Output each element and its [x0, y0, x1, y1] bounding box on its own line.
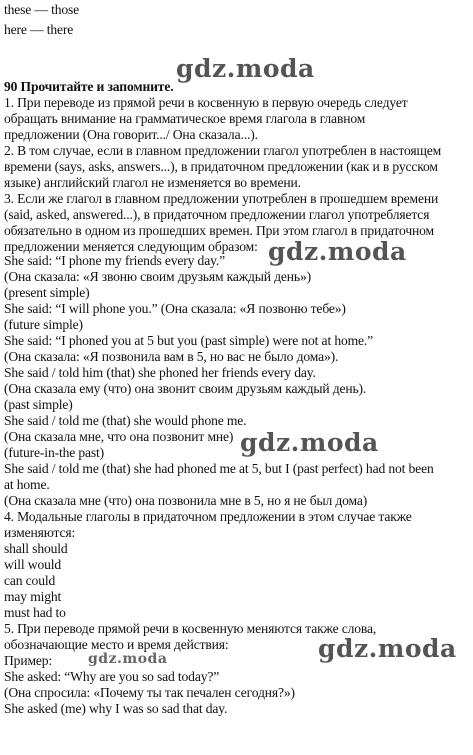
- watermark: gdz.moda: [268, 237, 407, 266]
- text-line: She asked (me) why I was so sad that day.: [4, 701, 228, 716]
- text-line: She said: “I phoned you at 5 but you (past simple) were not at home.”: [4, 333, 374, 348]
- text-line: 3. Если же глагол в главном предложении употреблен в прошедшем времени: [4, 191, 439, 206]
- text-line: can could: [4, 573, 56, 588]
- watermark: gdz.moda: [318, 634, 457, 663]
- text-line: 5. При переводе прямой речи в косвенную меняются также слова,: [4, 621, 377, 636]
- text-line: shall should: [4, 541, 68, 556]
- text-line: She said / told him (that) she phoned her friends every day.: [4, 365, 316, 380]
- text-line: must had to: [4, 605, 66, 620]
- text-line: Пример:: [4, 653, 53, 668]
- text-line: (Она сказала: «Я позвонила вам в 5, но вас не было дома»).: [4, 349, 339, 364]
- watermark: gdz.moda: [240, 428, 379, 457]
- text-line: these — those: [4, 2, 80, 17]
- text-line: времени (says, asks, answers...), в придаточном предложении (как и в русском: [4, 159, 438, 174]
- text-line: (future-in-the past): [4, 445, 105, 460]
- text-line: 4. Модальные глаголы в придаточном предложении в этом случае также: [4, 509, 412, 524]
- text-line: обязательно в одном из прошедших времен. При этом глагол в придаточном: [4, 223, 434, 238]
- text-line: will would: [4, 557, 62, 572]
- text-line: обращать внимание на грамматическое время глагола в главном: [4, 111, 366, 126]
- text-line: She asked: “Why are you so sad today?”: [4, 669, 220, 684]
- text-line: She said: “I phone my friends every day.”: [4, 253, 225, 268]
- text-line: at home.: [4, 477, 50, 492]
- text-line: (past simple): [4, 397, 73, 412]
- text-line: (Она сказала мне, что она позвонит мне): [4, 429, 234, 444]
- text-line: She said: “I will phone you.” (Она сказала: «Я позвоню тебе»): [4, 301, 346, 316]
- text-line: may might: [4, 589, 62, 604]
- watermark: gdz.moda: [88, 651, 168, 667]
- text-line: 2. В том случае, если в главном предложении глагол употреблен в настоящем: [4, 143, 442, 158]
- text-line: (Она спросила: «Почему ты так печален сегодня?»): [4, 685, 295, 700]
- text-line: She said / told me (that) she had phoned me at 5, but I (past perfect) had not been: [4, 461, 434, 476]
- text-line: (Она сказала мне (что) она позвонила мне в 5, но я не был дома): [4, 493, 368, 508]
- text-line: (present simple): [4, 285, 90, 300]
- text-line: (Она сказала: «Я звоню своим друзьям каждый день»): [4, 269, 311, 284]
- watermark: gdz.moda: [176, 54, 315, 83]
- text-line: (Она сказала ему (что) она звонит своим друзьям каждый день).: [4, 381, 367, 396]
- text-line: предложении (Она говорит.../ Она сказала...).: [4, 127, 258, 142]
- text-line: предложении меняется следующим образом:: [4, 239, 258, 254]
- text-line: She said / told me (that) she would phone me.: [4, 413, 247, 428]
- exercise-heading: 90 Прочитайте и запомните.: [4, 79, 174, 94]
- text-line: изменяются:: [4, 525, 76, 540]
- text-line: (future simple): [4, 317, 83, 332]
- text-line: 1. При переводе из прямой речи в косвенную в первую очередь следует: [4, 95, 408, 110]
- text-line: here — there: [4, 22, 74, 37]
- text-line: (said, asked, answered...), в придаточном предложении глагол употребляется: [4, 207, 430, 222]
- text-line: обозначающие место и время действия:: [4, 637, 229, 652]
- text-line: языке) английский глагол не изменяется во времени.: [4, 175, 301, 190]
